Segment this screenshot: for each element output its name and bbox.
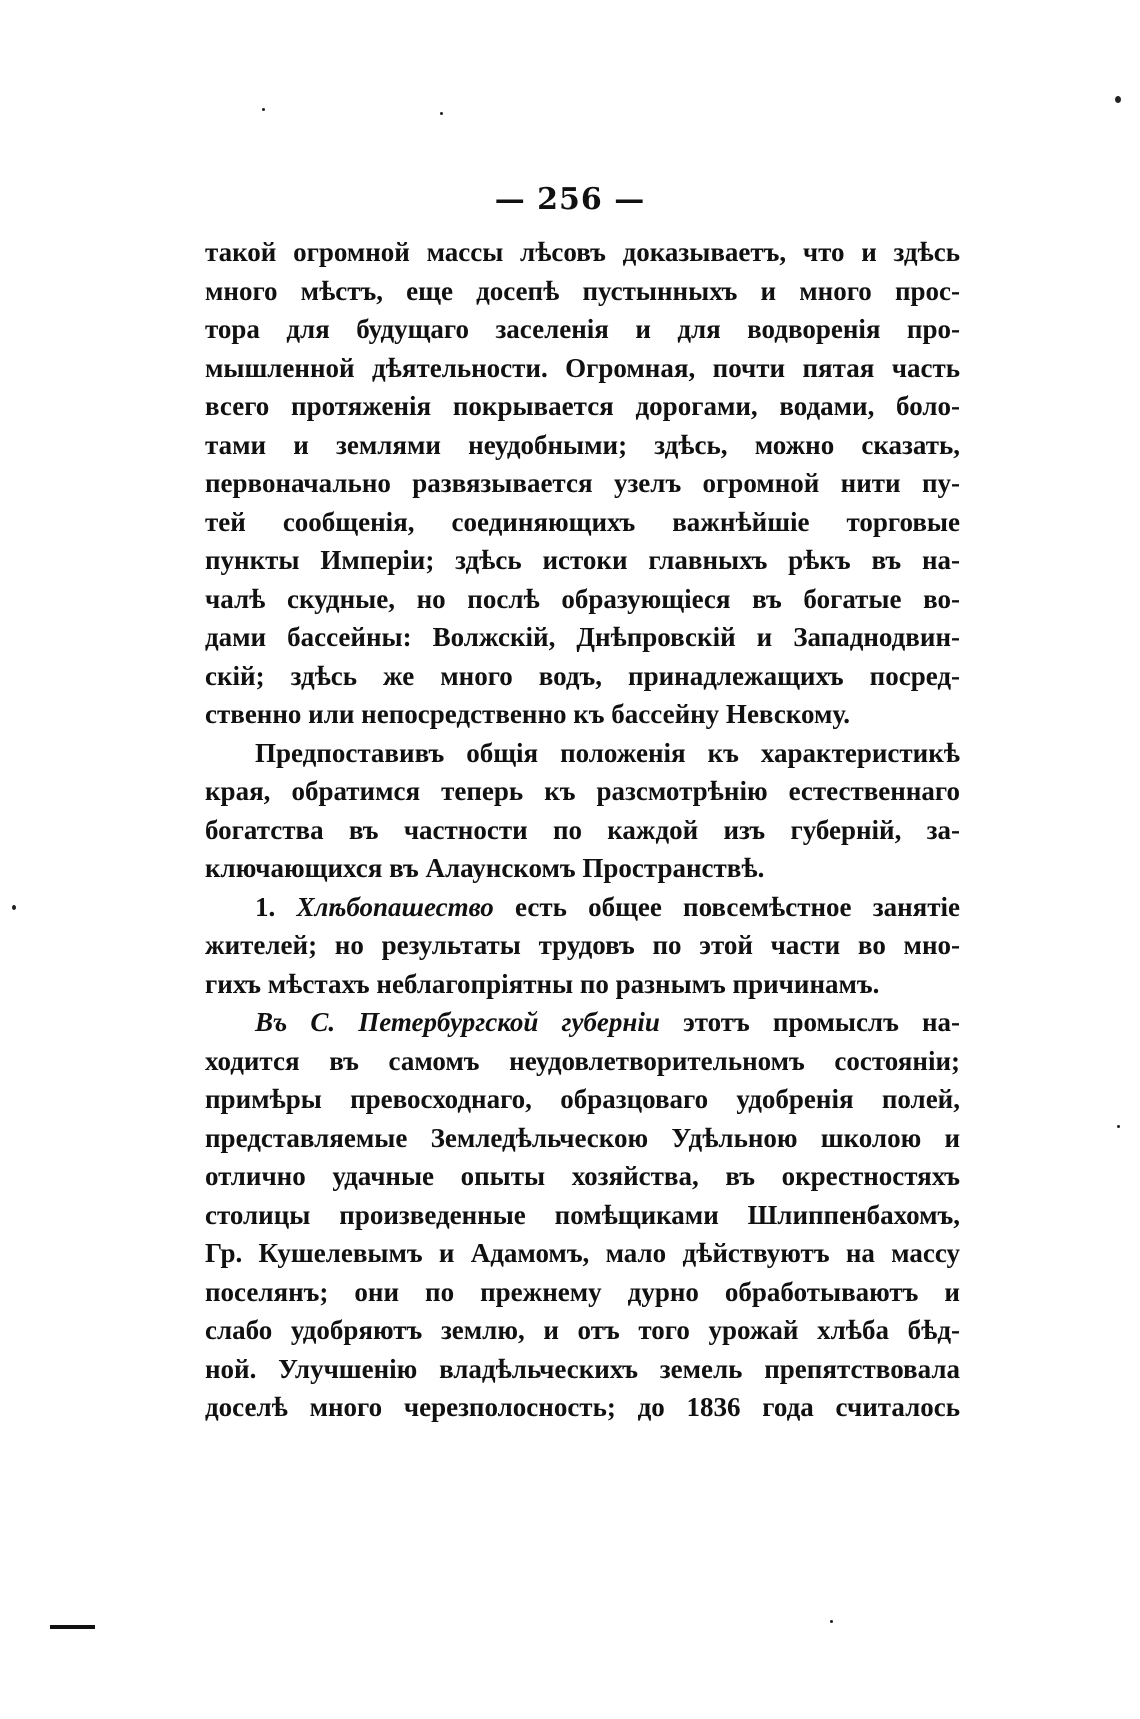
text-line: такой огромной массы лѣсовъ доказываетъ, что и здѣсь [205, 237, 960, 267]
text-line: пункты Имперіи; здѣсь истоки главныхъ рѣкъ въ на- [205, 545, 960, 575]
text-line: тей сообщенія, соединяющихъ важнѣйшіе торговые [205, 506, 960, 537]
scan-speck [1115, 96, 1121, 103]
text-line: чалѣ скудные, но послѣ образующіеся въ богатые во- [205, 583, 960, 614]
text-line: ключающихся въ Алаунскомъ Пространствѣ. [205, 853, 765, 883]
scan-mark [50, 1625, 95, 1629]
text-line: столицы произведенные помѣщиками Шлиппенбахомъ, [205, 1199, 960, 1230]
italic-term: Хлѣбопашество [296, 891, 494, 922]
text-line: жителей; но результаты трудовъ по этой части во мно- [205, 930, 960, 960]
text-line: представляемые Земледѣльческою Удѣльною школою и [205, 1122, 960, 1153]
text-line: богатства въ частности по каждой изъ губерній, за- [205, 814, 960, 845]
text-line: ственно или непосредственно къ бассейну Невскому. [205, 699, 850, 729]
text-line: ной. Улучшенію владѣльческихъ земель препятствовала [205, 1353, 960, 1384]
text-fragment: этотъ промыслъ на- [683, 1007, 960, 1037]
text-line: первоначально развязывается узелъ огромной нити пу- [205, 468, 960, 498]
text-fragment: есть общее повсемѣстное занятіе [515, 891, 960, 922]
page-number: — 256 — [494, 182, 646, 217]
text-line: ходится въ самомъ неудовлетворительномъ состояніи; [205, 1045, 960, 1076]
scan-speck [440, 112, 443, 115]
item-number: 1. [255, 891, 276, 922]
scan-speck [1117, 1125, 1120, 1128]
text-line: Предпоставивъ общія положенія къ характеристикѣ [255, 737, 960, 768]
text-line-italic-lead [205, 1003, 960, 1042]
text-line: мышленной дѣятельности. Огромная, почти пятая часть [205, 352, 960, 383]
text-line: доселѣ много черезполосность; до 1836 года считалось [205, 1392, 960, 1422]
italic-term: Въ С. Петербургской губерніи [255, 1007, 660, 1037]
text-line: Гр. Кушелевымъ и Адамомъ, мало дѣйствуютъ на массу [205, 1238, 960, 1268]
scan-speck [12, 905, 16, 910]
text-line: поселянъ; они по прежнему дурно обработываютъ и [205, 1276, 960, 1307]
text-line: отлично удачные опыты хозяйства, въ окрестностяхъ [205, 1161, 960, 1191]
text-line: тора для будущаго заселенія и для водворенія про- [205, 314, 960, 344]
text-line: края, обратимся теперь къ разсмотрѣнію естественнаго [205, 776, 960, 806]
text-line-numbered [205, 888, 960, 927]
text-line: слабо удобряютъ землю, и отъ того урожай хлѣба бѣд- [205, 1315, 960, 1345]
text-line: тами и землями неудобными; здѣсь, можно сказать, [205, 429, 960, 460]
text-line: много мѣстъ, еще досепѣ пустынныхъ и много прос- [205, 275, 960, 306]
text-line: дами бассейны: Волжскій, Днѣпровскій и Западнодвин- [205, 622, 960, 652]
scan-speck [830, 1620, 833, 1623]
text-line: скій; здѣсь же много водъ, принадлежащихъ посред- [205, 660, 960, 691]
text-line: примѣры превосходнаго, образцоваго удобренія полей, [205, 1084, 960, 1114]
text-line: гихъ мѣстахъ неблагопріятны по разнымъ причинамъ. [205, 968, 880, 999]
text-line: всего протяженія покрывается дорогами, водами, боло- [205, 391, 960, 421]
body-text [205, 233, 960, 1427]
scan-speck [262, 108, 265, 111]
